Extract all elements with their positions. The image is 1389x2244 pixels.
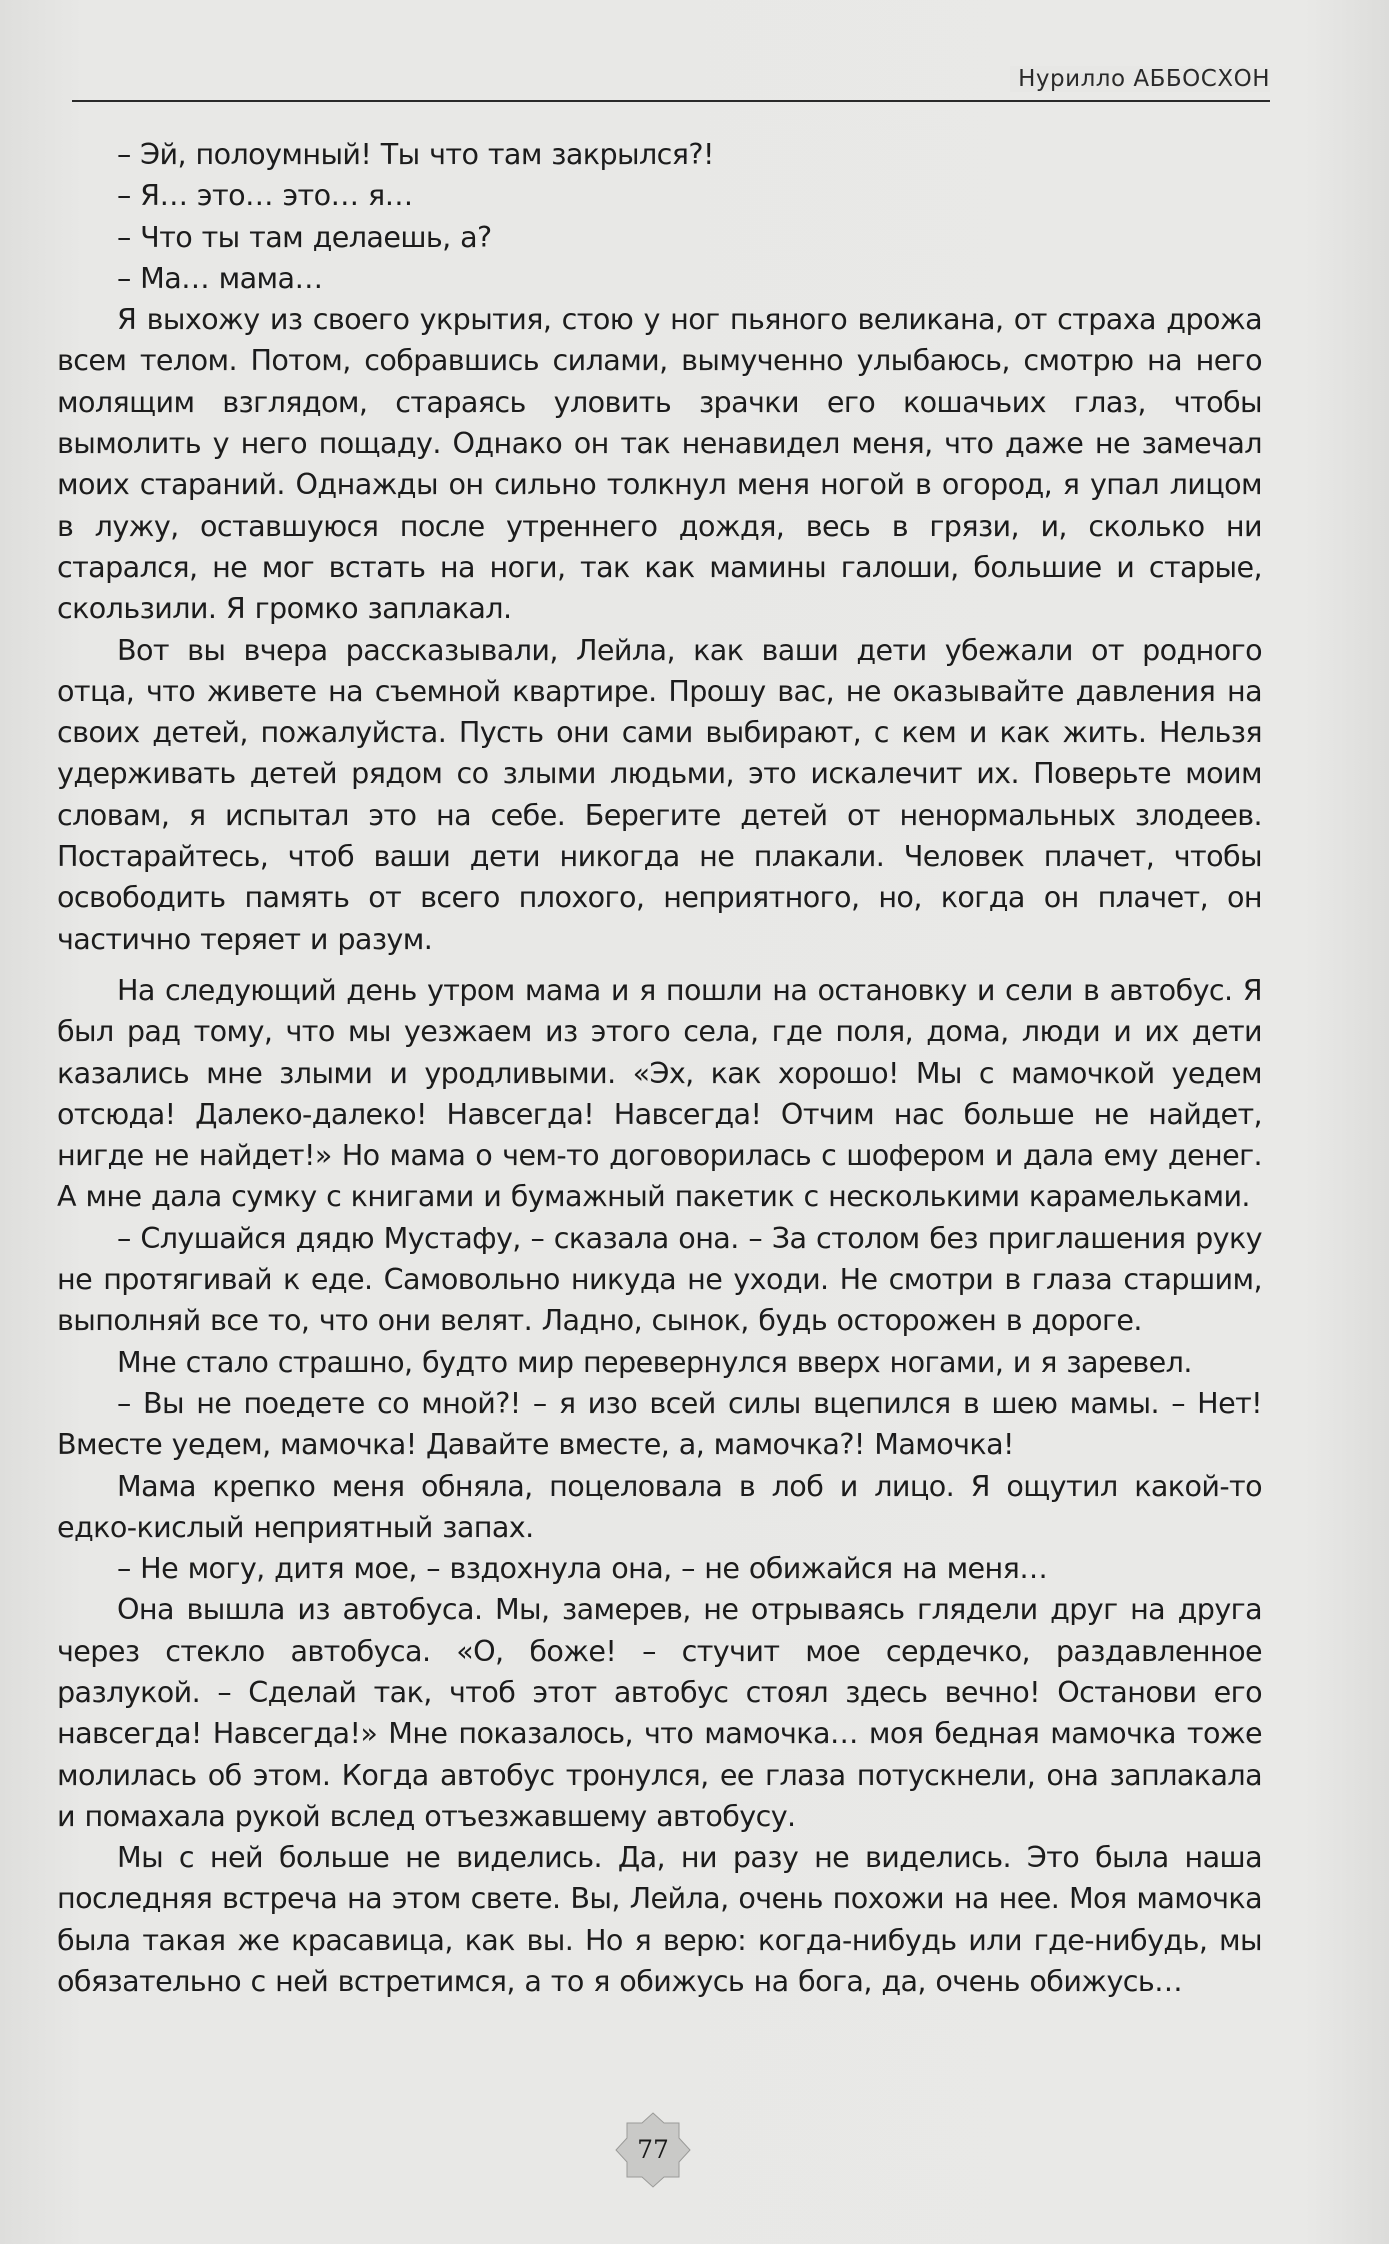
paragraph: – Я… это… это… я… (117, 178, 413, 213)
paragraph: Вот вы вчера рассказывали, Лейла, как ваши дети убежали от родного отца, что живете на съемной квартире. Прошу вас, не оказывайте давления на своих детей, пожалуйста. Пусть они сами выбирают, с кем и как жить. Нельзя удерживать детей рядом со злыми людьми, это искалечит их. Поверьте моим словам, я испытал это на себе. Берегите детей от ненормальных злодеев. Постарайтесь, чтоб ваши дети никогда не плакали. Человек плачет, чтобы освободить память от всего плохого, неприятного, но, когда он плачет, он частично теряет и разум. (57, 632, 1262, 956)
paragraph: На следующий день утром мама и я пошли на остановку и сели в автобус. Я был рад тому, что мы уезжаем из этого села, где поля, дома, люди и их дети казались мне злыми и уродливыми. «Эх, как хорошо! Мы с мамочкой уедем отсюда! Далеко-далеко! Навсегда! Навсегда! Отчим нас больше не найдет, нигде не найдет!» Но мама о чем-то договорилась с шофером и дала ему денег. А мне дала сумку с книгами и бумажный пакетик с несколькими карамельками. (57, 972, 1262, 1214)
running-header-author: Нурилло АББОСХОН (1010, 66, 1270, 92)
page-number-badge (614, 2111, 692, 2189)
paragraph: – Ма… мама… (117, 260, 323, 295)
paragraph: Я выхожу из своего укрытия, стою у ног пьяного великана, от страха дрожа всем телом. Потом, собравшись силами, вымученно улыбаюсь, смотрю на него молящим взглядом, стараясь уловить зрачки его кошачьих глаз, чтобы вымолить у него пощаду. Однако он так ненавидел меня, что даже не замечал моих стараний. Однажды он сильно толкнул меня ногой в огород, я упал лицом в лужу, оставшуюся после утреннего дождя, весь в грязи, и, сколько ни старался, не мог встать на ноги, так как мамины галоши, большие и старые, скользили. Я громко заплакал. (57, 302, 1262, 626)
paragraph: Мама крепко меня обняла, поцеловала в лоб и лицо. Я ощутил какой-то едко-кислый неприятный запах. (57, 1468, 1262, 1544)
running-header (72, 64, 1270, 102)
paragraph: – Не могу, дитя мое, – вздохнула она, – не обижайся на меня… (117, 1551, 1048, 1586)
paragraph: Она вышла из автобуса. Мы, замерев, не отрываясь глядели друг на друга через стекло автобуса. «О, боже! – стучит мое сердечко, раздавленное разлукой. – Сделай так, чтоб этот автобус стоял здесь вечно! Останови его навсегда! Навсегда!» Мне показалось, что мамочка… моя бедная мамочка тоже молилась об этом. Когда автобус тронулся, ее глаза потускнели, она заплакала и помахала рукой вслед отъезжавшему автобусу. (57, 1592, 1262, 1833)
paragraph: – Слушайся дядю Мустафу, – сказала она. – За столом без приглашения руку не протягивай к еде. Самовольно никуда не уходи. Не смотри в глаза старшим, выполняй все то, что они велят. Ладно, сынок, будь осторожен в дороге. (57, 1220, 1262, 1338)
paragraph: Мы с ней больше не виделись. Да, ни разу не виделись. Это была наша последняя встреча на этом свете. Вы, Лейла, очень похожи на нее. Моя мамочка была такая же красавица, как вы. Но я верю: когда-нибудь или где-нибудь, мы обязательно с ней встретимся, а то я обижусь на бога, да, очень обижусь… (57, 1840, 1262, 1999)
page-number: 77 (637, 2135, 669, 2164)
paragraph: – Что ты там делаешь, а? (117, 219, 492, 254)
paragraph: Мне стало страшно, будто мир перевернулся вверх ногами, и я заревел. (117, 1344, 1192, 1379)
paragraph: – Эй, полоумный! Ты что там закрылся?! (117, 137, 714, 171)
body-text (57, 134, 1262, 2002)
paragraph: – Вы не поедете со мной?! – я изо всей силы вцепился в шею мамы. – Нет! Вместе уедем, мамочка! Давайте вместе, а, мамочка?! Мамочка! (57, 1385, 1262, 1462)
